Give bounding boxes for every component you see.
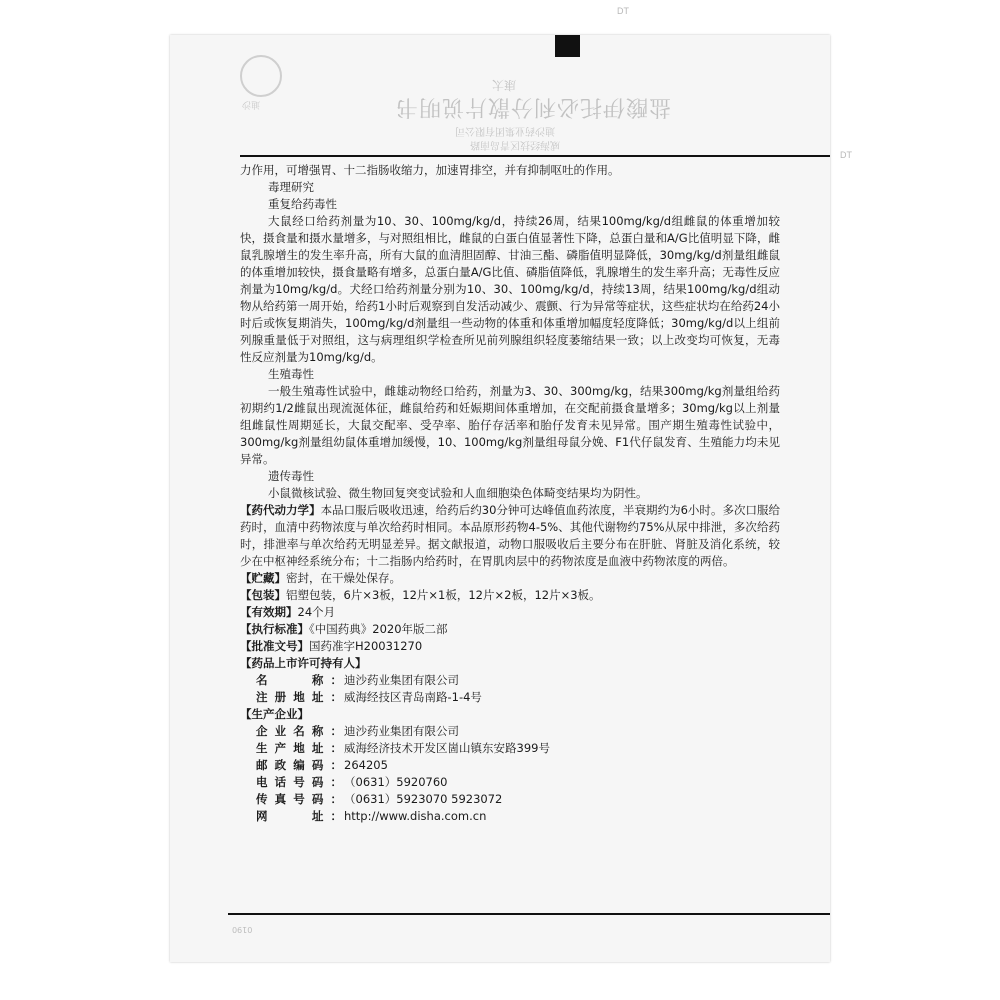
show-through-header: [170, 35, 830, 155]
mah-name-row: [240, 672, 780, 689]
reversed-subtitle: 威海经技区青岛南路: [470, 139, 560, 150]
tox-heading: 毒理研究: [268, 180, 314, 194]
storage-section: [240, 570, 780, 587]
pk-label: 【药代动力学】: [240, 503, 321, 517]
reversed-subtitle: 迪沙药业集团有限公司: [455, 125, 555, 136]
mah-label: 【药品上市许可持有人】: [240, 656, 367, 670]
mah-section: [240, 655, 780, 672]
leaflet-sheet: [170, 35, 830, 962]
top-divider: [240, 155, 830, 157]
repro-heading: 生殖毒性: [268, 367, 314, 381]
validity-label: 【有效期】: [240, 605, 298, 619]
manufacturer-field-value: 264205: [344, 758, 388, 772]
pk-text: 本品口服后吸收迅速，给药后约30分钟可达峰值血药浓度，半衰期约为6小时。多次口服给药时，血清中药物浓度与单次给药时相同。本品原形药物4-5%、其他代谢物约75%从尿中排泄，多次给药时，排泄率与单次给药无明显差异。据文献报道，动物口服吸收后主要分布在肝脏、肾脏及消化系统，较少在中枢神经系统分布；十二指肠内给药时，在胃肌肉层中的药物浓度是血液中药物浓度的两倍。: [240, 503, 781, 568]
mah-address-label: 注册地址：: [256, 690, 342, 704]
reversed-title: 盐酸伊托必利分散片说明书: [395, 94, 672, 119]
manufacturer-field-value: （0631）5920760: [344, 775, 448, 789]
approval-label: 【批准文号】: [240, 639, 309, 653]
manufacturer-row: [240, 808, 780, 825]
mah-address-row: [240, 689, 780, 706]
seal-label: 迪沙: [242, 99, 261, 109]
manufacturer-label: 【生产企业】: [240, 707, 309, 721]
watermark: DT: [617, 6, 629, 16]
manufacturer-field-value: （0631）5923070 5923072: [344, 792, 503, 806]
mah-name-value: 迪沙药业集团有限公司: [344, 673, 459, 687]
leaflet-body: [240, 162, 780, 825]
manufacturer-row: [240, 791, 780, 808]
manufacturer-row: [240, 723, 780, 740]
standard-section: [240, 621, 780, 638]
repeat-dose-text: 大鼠经口给药剂量为10、30、100mg/kg/d，持续26周，结果100mg/kg/d组雌鼠的体重增加较快，摄食量和摄水量增多，与对照组相比，雌鼠的白蛋白值显著性下降，总蛋白量和A/G比值明显下降，雌鼠乳腺增生的发生率升高，所有大鼠的血清胆固醇、甘油三酯、磷脂值明显降低，30mg/kg/d剂量组雌鼠的体重增加较快，摄食量略有增多，总蛋白量A/G比值、磷脂值降低，乳腺增生的发生率升高；无毒性反应剂量为10mg/kg/d。犬经口给药剂量分别为10、30、100mg/kg/d，持续13周，结果100mg/kg/d组动物从给药第一周开始，给药1小时后观察到自发活动减少、震颤、行为异常等症状，这些症状均在给药24小时后或恢复期消失，100mg/kg/d剂量组一些动物的体重和体重增加幅度轻度降低；30mg/kg/d以上组前列腺重量低于对照组，这与病理组织学检查所见前列腺组织轻度萎缩结果一致；以上改变均可恢复，无毒性反应剂量为10mg/kg/d。: [240, 214, 780, 364]
validity-section: [240, 604, 780, 621]
standard-text: 《中国药典》2020年版二部: [309, 622, 448, 636]
package-label: 【包装】: [240, 588, 286, 602]
watermark: DT: [840, 150, 852, 160]
standard-label: 【执行标准】: [240, 622, 309, 636]
manufacturer-field-value: 迪沙药业集团有限公司: [344, 724, 459, 738]
manufacturer-row: [240, 757, 780, 774]
manufacturer-row: [240, 774, 780, 791]
mah-address-value: 威海经技区青岛南路-1-4号: [344, 690, 482, 704]
storage-text: 密封，在干燥处保存。: [286, 571, 401, 585]
manufacturer-field-label: 电话号码：: [256, 775, 342, 789]
reversed-footer-code: 0190: [232, 925, 253, 934]
manufacturer-row: [240, 740, 780, 757]
repro-text: 一般生殖毒性试验中，雌雄动物经口给药，剂量为3、30、300mg/kg，结果300mg/kg剂量组给药初期约1/2雌鼠出现流涎体征，雌鼠给药和妊娠期间体重增加，在交配前摄食量增多；30mg/kg以上剂量组雌鼠性周期延长，大鼠交配率、受孕率、胎仔存活率和胎仔发育未见异常。围产期生殖毒性试验中，300mg/kg剂量组幼鼠体重增加缓慢，10、100mg/kg剂量组母鼠分娩、F1代仔鼠发育、生殖能力均未见异常。: [240, 384, 780, 466]
manufacturer-field-label: 传真号码：: [256, 792, 342, 806]
package-text: 铝塑包装，6片×3板，12片×1板，12片×2板，12片×3板。: [286, 588, 601, 602]
storage-label: 【贮藏】: [240, 571, 286, 585]
manufacturer-section: [240, 706, 780, 723]
bottom-divider: [228, 913, 830, 915]
manufacturer-field-value: 威海经济技术开发区崮山镇东安路399号: [344, 741, 550, 755]
approval-text: 国药准字H20031270: [309, 639, 423, 653]
manufacturer-field-label: 邮政编码：: [256, 758, 342, 772]
package-section: [240, 587, 780, 604]
geno-text: 小鼠微核试验、微生物回复突变试验和人血细胞染色体畸变结果均为阴性。: [268, 486, 648, 500]
geno-heading: 遗传毒性: [268, 469, 314, 483]
mechanism-tail: 力作用，可增强胃、十二指肠收缩力，加速胃排空，并有抑制呕吐的作用。: [240, 163, 620, 177]
company-seal-icon: [240, 55, 282, 97]
validity-text: 24个月: [297, 605, 336, 619]
mah-name-label: 名 称：: [256, 673, 342, 687]
approval-section: [240, 638, 780, 655]
pk-section: [240, 502, 780, 570]
manufacturer-field-value: http://www.disha.com.cn: [344, 809, 487, 823]
manufacturer-field-label: 网 址：: [256, 809, 342, 823]
repeat-dose-heading: 重复给药毒性: [268, 197, 337, 211]
reversed-brand: 康太: [492, 78, 517, 92]
manufacturer-field-label: 生产地址：: [256, 741, 342, 755]
manufacturer-field-label: 企业名称：: [256, 724, 342, 738]
